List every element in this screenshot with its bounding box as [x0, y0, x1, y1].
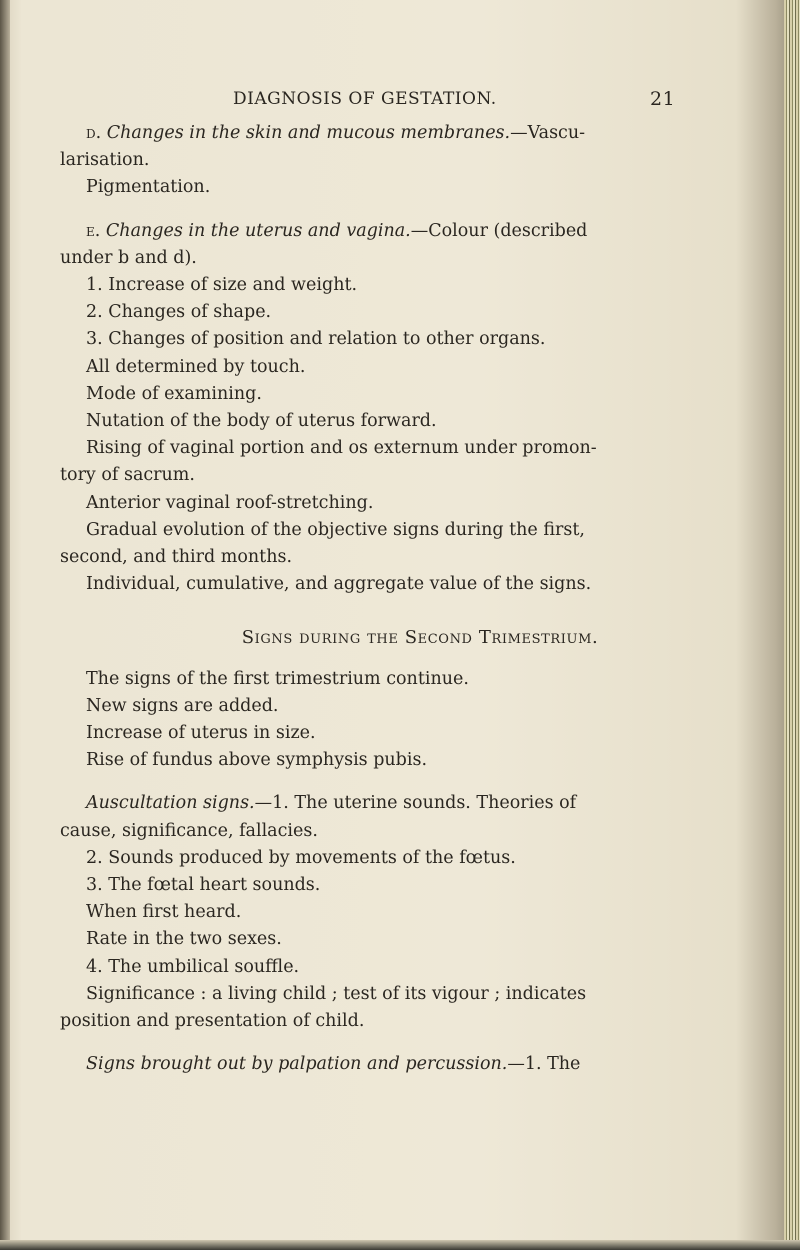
section-e-rising: Rising of vaginal portion and os externum under promon- [86, 438, 597, 459]
section-e-item: Mode of examining. [86, 383, 262, 404]
auscultation-item: When first heard. [86, 902, 242, 923]
running-header [60, 86, 760, 120]
book-gutter [0, 0, 10, 1250]
section-e-item: 3. Changes of position and relation to other organs. [86, 329, 546, 350]
section-e-heading: e. Changes in the uterus and vagina.—Colour (described [86, 220, 588, 241]
auscultation-item: 4. The umbilical souffle. [86, 956, 300, 977]
section-e-item: 2. Changes of shape. [86, 302, 272, 323]
second-trimester-heading: Signs during the Second Trimestrium. [241, 627, 599, 649]
section-e-gradual: Gradual evolution of the objective signs during the first, [86, 519, 585, 540]
auscultation-item: Rate in the two sexes. [86, 929, 282, 950]
trimester-line: New signs are added. [86, 695, 279, 716]
auscultation-item: 2. Sounds produced by movements of the fœtus. [86, 847, 516, 868]
section-e-item: 1. Increase of size and weight. [86, 275, 358, 296]
section-d-continuation: larisation. [60, 150, 150, 171]
auscultation-heading: Auscultation signs.—1. The uterine sounds. Theories of [86, 793, 577, 814]
auscultation-significance-cont: position and presentation of child. [60, 1011, 365, 1032]
page-bottom-edge [0, 1240, 800, 1250]
page-edges [784, 0, 800, 1250]
section-e-continuation: under b and d). [60, 247, 197, 268]
spacer [60, 1035, 760, 1051]
spacer [60, 202, 760, 218]
section-d-heading: d. Changes in the skin and mucous membranes.—Vascu- [86, 123, 586, 143]
section-e-gradual-cont: second, and third months. [60, 547, 293, 568]
section-e-individual: Individual, cumulative, and aggregate value of the signs. [86, 574, 592, 595]
page-content [60, 86, 760, 1079]
section-e-anterior: Anterior vaginal roof-stretching. [86, 492, 374, 513]
trimester-line: Rise of fundus above symphysis pubis. [86, 750, 428, 771]
page-number: 21 [650, 88, 676, 110]
auscultation-significance: Significance : a living child ; test of its vigour ; indicates [86, 983, 587, 1004]
spacer [60, 774, 760, 790]
section-e-rising-cont: tory of sacrum. [60, 465, 195, 486]
auscultation-continuation: cause, significance, fallacies. [60, 820, 318, 841]
auscultation-item: 3. The fœtal heart sounds. [86, 875, 321, 896]
trimester-line: Increase of uterus in size. [86, 723, 316, 744]
section-e-item: All determined by touch. [86, 356, 306, 377]
palpation-heading: Signs brought out by palpation and percussion.—1. The [86, 1054, 581, 1075]
running-title: DIAGNOSIS OF GESTATION. [233, 89, 497, 109]
section-e-item: Nutation of the body of uterus forward. [86, 411, 437, 432]
section-d-item: Pigmentation. [86, 177, 211, 198]
trimester-line: The signs of the first trimestrium continue. [86, 668, 469, 689]
